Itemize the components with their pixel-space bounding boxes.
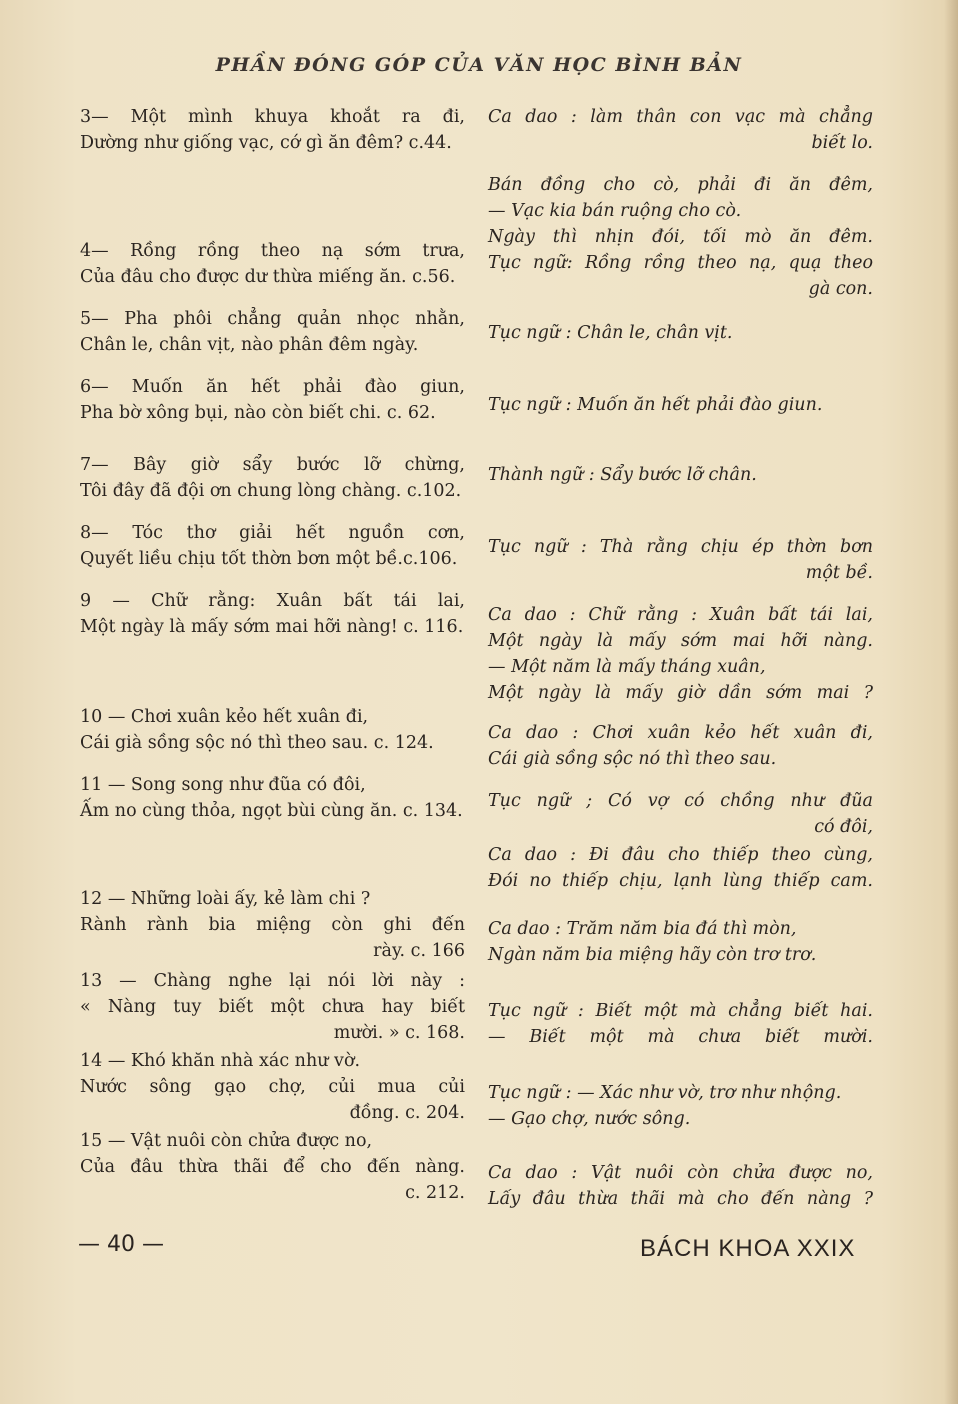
left-entry-line: 8— Tóc thơ giải hết nguồn cơn,: [80, 523, 465, 543]
right-entry-line: Đói no thiếp chịu, lạnh lùng thiếp cam.: [488, 871, 873, 891]
right-entry-line: Tục ngữ : Chân le, chân vịt.: [488, 323, 733, 343]
left-entry: [80, 1128, 465, 1206]
left-entry-line: Cái già sồng sộc nó thì theo sau. c. 124.: [80, 733, 434, 753]
right-entry: [488, 534, 873, 586]
right-entry: [488, 916, 873, 968]
right-entry-line: Cái già sồng sộc nó thì theo sau.: [488, 749, 777, 769]
right-entry: [488, 602, 873, 706]
right-entry-line: Tục ngữ : Biết một mà chẳng biết hai.: [488, 1001, 873, 1021]
left-entry-line: 11 — Song song như đũa có đôi,: [80, 775, 366, 795]
left-entry-line: 3— Một mình khuya khoắt ra đi,: [80, 107, 465, 127]
right-entry-line: — Vạc kia bán ruộng cho cò.: [488, 201, 742, 221]
right-entry-line: biết lo.: [811, 133, 873, 153]
right-entry-line: — Gạo chợ, nước sông.: [488, 1109, 691, 1129]
left-entry-line: 13 — Chàng nghe lại nói lời này :: [80, 971, 465, 991]
right-entry: [488, 842, 873, 894]
right-entry-line: Ngàn năm bia miệng hãy còn trơ trơ.: [488, 945, 817, 965]
right-entry-line: có đôi,: [814, 817, 873, 837]
left-entry-line: 6— Muốn ăn hết phải đào giun,: [80, 377, 465, 397]
right-entry: [488, 998, 873, 1050]
page-number: — 40 —: [78, 1232, 164, 1257]
right-entry: [488, 1080, 873, 1132]
page-header: PHẦN ĐÓNG GÓP CỦA VĂN HỌC BÌNH BẢN: [215, 54, 743, 76]
left-entry: [80, 588, 465, 640]
left-entry: [80, 104, 465, 156]
left-entry-line: Dường như giống vạc, cớ gì ăn đêm? c.44.: [80, 133, 452, 153]
right-entry-line: Ca dao : Trăm năm bia đá thì mòn,: [488, 919, 797, 939]
left-entry-line: « Nàng tuy biết một chưa hay biết: [80, 997, 465, 1017]
right-entry: [488, 1160, 873, 1212]
left-entry: [80, 374, 465, 426]
left-entry: [80, 452, 465, 504]
right-entry-line: Tục ngữ ; Có vợ có chồng như đũa: [488, 791, 873, 811]
left-entry: [80, 1048, 465, 1126]
right-entry-line: Tục ngữ : Muốn ăn hết phải đào giun.: [488, 395, 823, 415]
left-entry: [80, 886, 465, 964]
page-edge: [944, 0, 958, 1404]
left-entry-line: Chân le, chân vịt, nào phân đêm ngày.: [80, 335, 419, 355]
left-entry-line: 15 — Vật nuôi còn chửa được no,: [80, 1131, 373, 1151]
right-entry-line: Tục ngữ: Rồng rồng theo nạ, quạ theo: [488, 253, 873, 273]
left-entry-line: Rành rành bia miệng còn ghi đến: [80, 915, 465, 935]
left-entry-line: 5— Pha phôi chẳng quản nhọc nhằn,: [80, 309, 465, 329]
right-entry-line: Bán đồng cho cò, phải đi ăn đêm,: [488, 175, 873, 195]
left-entry-line: Tôi đây đã đội ơn chung lòng chàng. c.102.: [80, 481, 462, 501]
left-entry-line: 10 — Chơi xuân kẻo hết xuân đi,: [80, 707, 369, 727]
right-entry-line: Tục ngữ : Thà rằng chịu ép thờn bơn: [488, 537, 873, 557]
magazine-name: BÁCH KHOA XXIX: [640, 1235, 856, 1262]
left-entry: [80, 520, 465, 572]
left-entry-line: 4— Rồng rồng theo nạ sớm trưa,: [80, 241, 465, 261]
left-entry-line: 12 — Những loài ấy, kẻ làm chi ?: [80, 889, 371, 909]
right-entry: [488, 462, 873, 488]
left-entry-line: Pha bờ xông bụi, nào còn biết chi. c. 62.: [80, 403, 436, 423]
right-entry-line: một bề.: [805, 563, 873, 583]
right-entry-line: Thành ngữ : Sẩy bước lỡ chân.: [488, 465, 757, 485]
right-entry-line: Ca dao : Chữ rằng : Xuân bất tái lai,: [488, 605, 873, 625]
right-entry-line: Một ngày là mấy sớm mai hỡi nàng.: [488, 631, 873, 651]
left-entry-line: Quyết liều chịu tốt thờn bơn một bề.c.106.: [80, 549, 458, 569]
left-entry-line: Của đâu thừa thãi để cho đến nàng.: [80, 1157, 465, 1177]
right-entry: [488, 392, 873, 418]
left-entry-line: 7— Bây giờ sẩy bước lỡ chừng,: [80, 455, 465, 475]
left-entry-line: Một ngày là mấy sớm mai hỡi nàng! c. 116.: [80, 617, 464, 637]
right-entry-line: Ca dao : Vật nuôi còn chửa được no,: [488, 1163, 873, 1183]
right-entry: [488, 104, 873, 156]
left-entry-line: Của đâu cho được dư thừa miếng ăn. c.56.: [80, 267, 456, 287]
right-entry-line: Một ngày là mấy giờ dần sớm mai ?: [488, 683, 873, 703]
left-entry: [80, 238, 465, 290]
right-entry-line: Ca dao : làm thân con vạc mà chẳng: [488, 107, 873, 127]
right-entry-line: Lấy đâu thừa thãi mà cho đến nàng ?: [488, 1189, 873, 1209]
left-entry: [80, 704, 465, 756]
left-entry-line: Nước sông gạo chợ, củi mua củi: [80, 1077, 465, 1097]
right-entry-line: — Một năm là mấy tháng xuân,: [488, 657, 766, 677]
left-entry: [80, 968, 465, 1046]
left-entry-line: 9 — Chữ rằng: Xuân bất tái lai,: [80, 591, 465, 611]
right-entry: [488, 788, 873, 840]
left-entry: [80, 306, 465, 358]
left-entry-line: Ấm no cùng thỏa, ngọt bùi cùng ăn. c. 134.: [80, 801, 463, 821]
right-entry-line: Ngày thì nhịn đói, tối mò ăn đêm.: [488, 227, 873, 247]
right-entry: [488, 172, 873, 302]
right-entry-line: Tục ngữ : — Xác như vờ, trơ như nhộng.: [488, 1083, 842, 1103]
right-entry: [488, 320, 873, 346]
left-entry-line: c. 212.: [405, 1183, 465, 1203]
left-entry-line: rày. c. 166: [373, 941, 465, 961]
left-entry-line: 14 — Khó khăn nhà xác như vờ.: [80, 1051, 361, 1071]
left-entry: [80, 772, 465, 824]
right-entry-line: Ca dao : Chơi xuân kẻo hết xuân đi,: [488, 723, 873, 743]
right-entry: [488, 720, 873, 772]
right-entry-line: Ca dao : Đi đâu cho thiếp theo cùng,: [488, 845, 873, 865]
left-entry-line: đồng. c. 204.: [349, 1103, 465, 1123]
right-entry-line: — Biết một mà chưa biết mười.: [488, 1027, 873, 1047]
left-entry-line: mười. » c. 168.: [333, 1023, 465, 1043]
right-entry-line: gà con.: [808, 279, 873, 299]
